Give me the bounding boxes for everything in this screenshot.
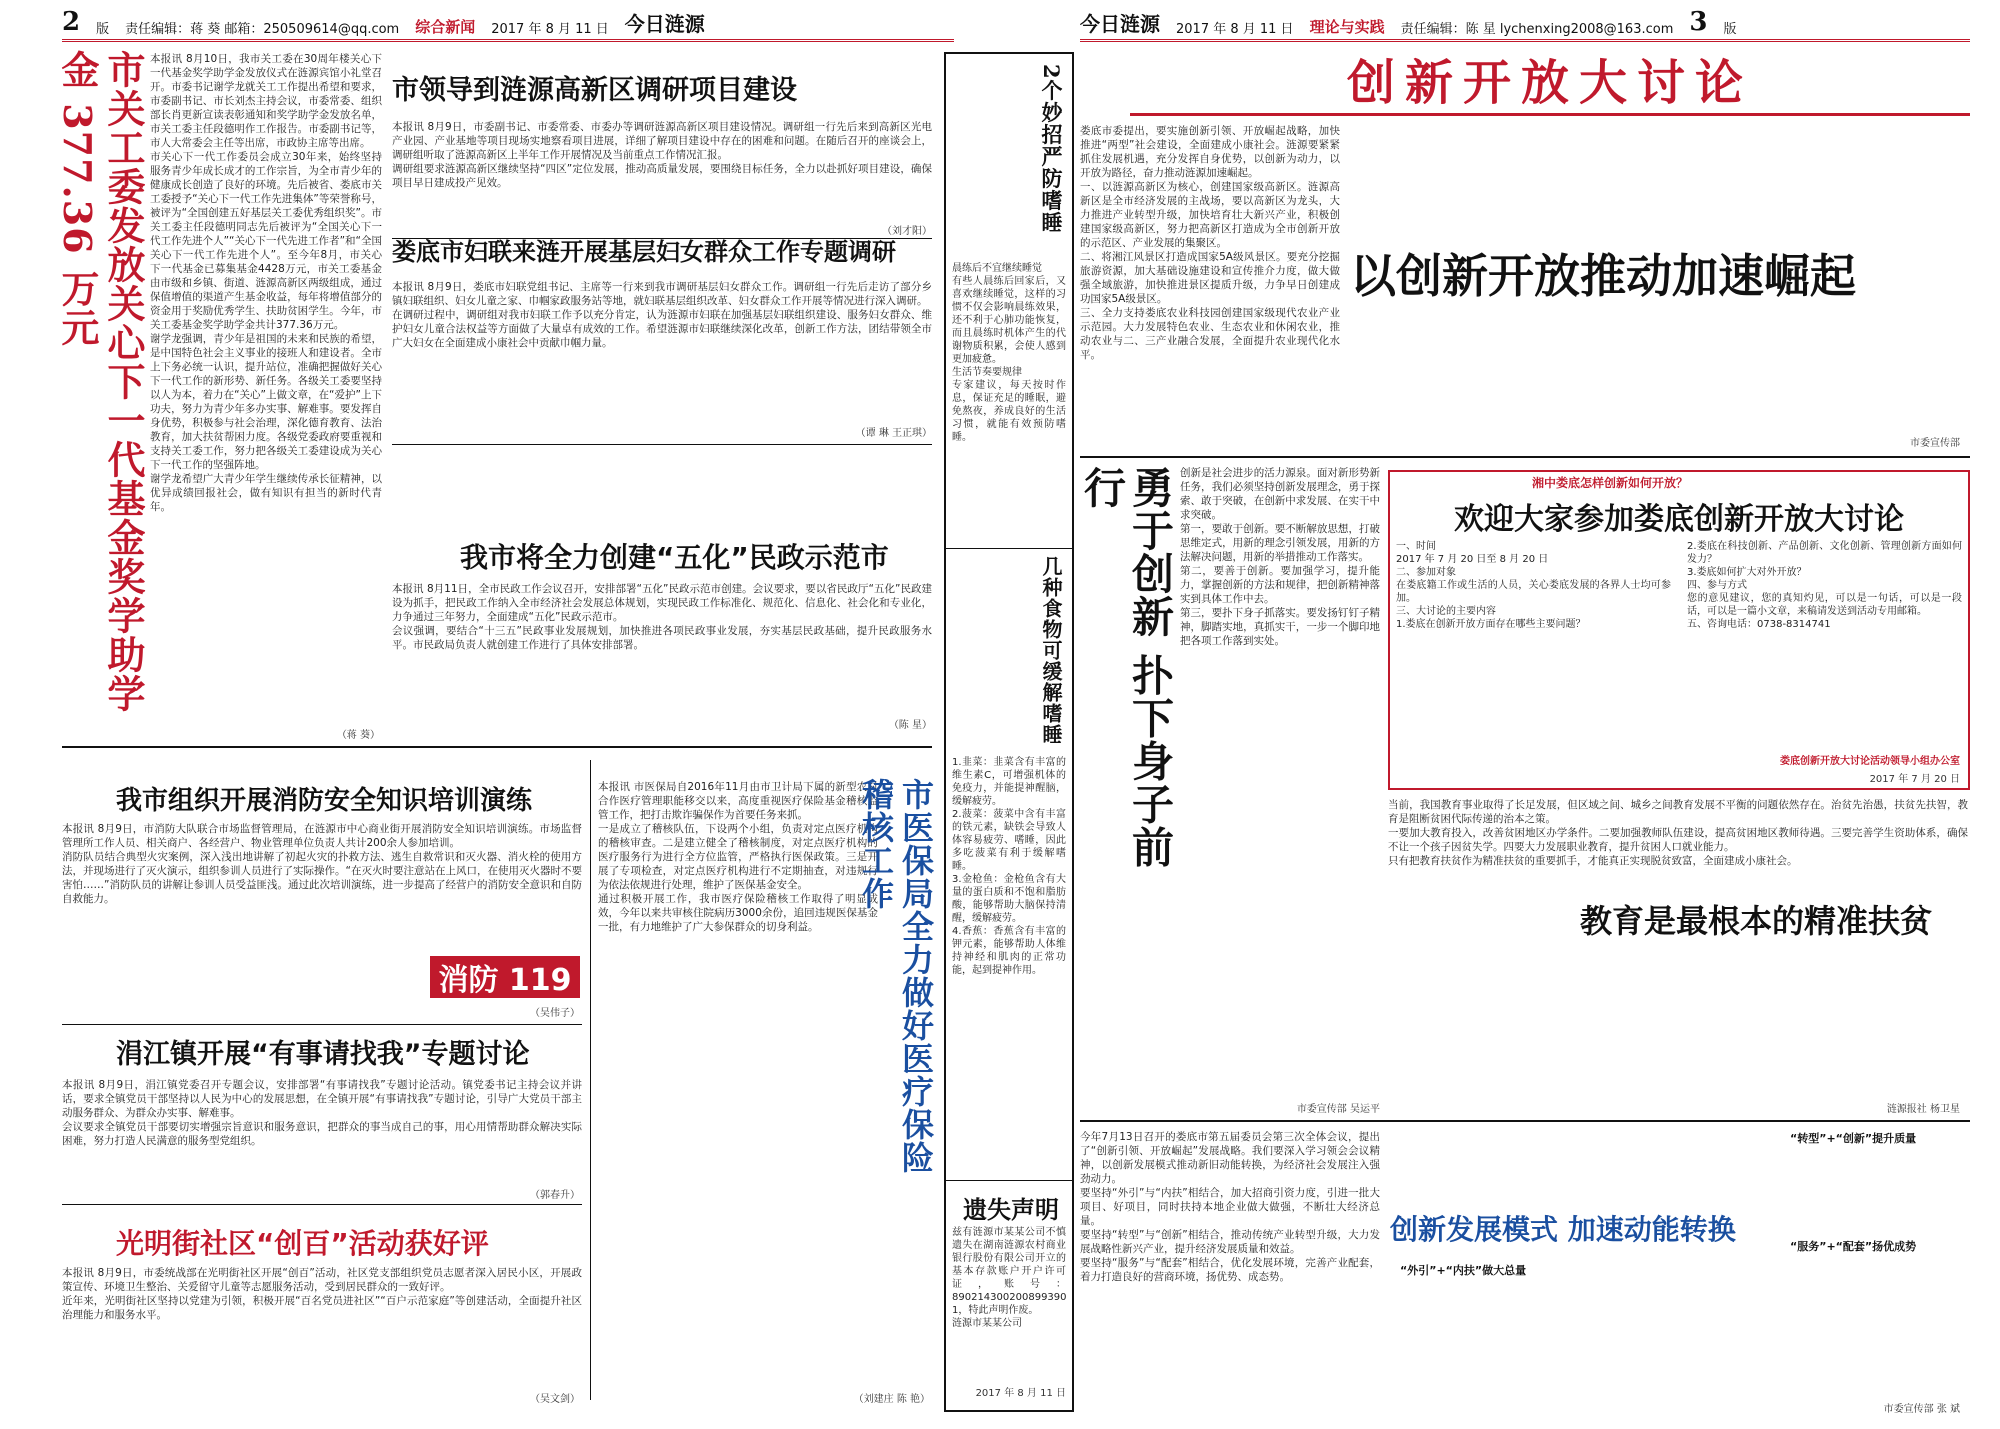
article-byline: （吴文剑） bbox=[530, 1394, 580, 1405]
tips-body: 1.韭菜：韭菜含有丰富的维生素C，可增强机体的免疫力，并能提神醒脑，缓解疲劳。 2.菠菜：菠菜中含有丰富的铁元素，缺铁会导致人体容易疲劳、嗜睡，因此多吃菠菜有利于缓解嗜睡。 3.金枪鱼：金枪鱼含有大量的蛋白质和不饱和脂肪酸，能够帮助大脑保持清醒，缓解疲劳。 4.香蕉：香蕉含有丰富的钾元素，能够帮助人体维持神经和肌肉的正常功能，起到提神作用。 bbox=[952, 757, 1066, 976]
article-headline: 教育是最根本的精准扶贫 bbox=[1580, 902, 1933, 940]
article-byline: （陈 星） bbox=[888, 720, 932, 731]
article-headline: 市领导到涟源高新区调研项目建设 bbox=[392, 75, 797, 106]
article-byline: 市委宣传部 吴运平 bbox=[1296, 1104, 1380, 1115]
section-name: 理论与实践 bbox=[1309, 18, 1385, 36]
divider bbox=[392, 444, 932, 445]
divider bbox=[1080, 456, 1970, 458]
issue-date: 2017 年 8 月 11 日 bbox=[491, 22, 609, 37]
article-body: 本报讯 8月11日，全市民政工作会议召开，安排部署“五化”民政示范市创建。会议要求，要以省民政厅“五化”民政建设为抓手，把民政工作纳入全市经济社会发展总体规划，实现民政工作标准化、规范化、信息化、社会化和专业化，力争通过三年努力，全面建成“五化”民政示范市。 会议强调，要结合“十三五”民政事业发展规划，加快推进各项民政事业发展，夯实基层民政基础，提升民政服务水平。市民政局负责人就创建工作进行了具体安排部署。 bbox=[392, 583, 932, 651]
tips-headline: 几种食物可缓解嗜睡 bbox=[1039, 556, 1063, 745]
divider bbox=[62, 746, 932, 748]
section-kicker: “服务”+“配套”扬优成势 bbox=[1790, 1240, 1917, 1253]
article-headline: 以创新开放推动加速崛起 bbox=[1350, 249, 1856, 303]
box-body: 一、时间 2017 年 7 月 20 日至 8 月 20 日 二、参加对象 在娄底籍工作或生活的人员，关心娄底发展的各界人士均可参加。 三、大讨论的主要内容 1.娄底在创新开放方面存在哪些主要问题？ 2.娄底在科技创新、产品创新、文化创新、管理创新方面如何发力？ 3.娄底如何扩大对外开放？ 四、参与方式 您的意见建议，您的真知灼见，可以是一句话，可以是一段话，可以是一篇小文章，来稿请发送到活动专用邮箱。 五、咨询电话：0738-8314741 bbox=[1396, 541, 1962, 630]
article-headline: 创新发展模式 加速动能转换 bbox=[1390, 1213, 1736, 1246]
article-headline: 市关工委发放关心下一代基金奖学助学金 377.36 万元 bbox=[55, 50, 146, 713]
box-date: 2017 年 7 月 20 日 bbox=[1869, 774, 1960, 785]
article-body: 娄底市委提出，要实施创新引领、开放崛起战略，加快推进“两型”社会建设，全面建成小康社会。涟源要紧紧抓住发展机遇，充分发挥自身优势，以创新为动力，以开放为路径，奋力推动涟源加速崛起。 一、以涟源高新区为核心，创建国家级高新区。涟源高新区是全市经济发展的主战场，要以高新区为龙头，大力推进产业转型升级，加快培育壮大新兴产业，积极创建国家级高新区，努力把高新区打造成为全市创新开放的示范区、产业发展的集聚区。 二、将湘江风景区打造成国家5A级风景区。要充分挖掘旅游资源，加大基础设施建设和宣传推介力度，做大做强全域旅游，加快推进景区提质升级，力争早日创建成功国家5A级景区。 三、全力支持娄底农业科技园创建国家级现代农业产业示范园。大力发展特色农业、生态农业和休闲农业，推动农业与二、三产业融合发展，全面提升农业现代化水平。 bbox=[1080, 125, 1340, 361]
article-headline: 市医保局全力做好医疗保险稽核工作 bbox=[857, 778, 935, 1174]
section-kicker: “外引”+“内扶”做大总量 bbox=[1400, 1264, 1527, 1277]
article-headline: 勇于创新 扑下身子前行 bbox=[1078, 466, 1175, 869]
article-byline: 涟源报社 杨卫星 bbox=[1886, 1104, 1960, 1115]
article-body: 创新是社会进步的活力源泉。面对新形势新任务，我们必须坚持创新发展理念，勇于探索、敢于突破，在创新中求发展、在实干中求突破。 第一，要敢于创新。要不断解放思想，打破思维定式，用新的理念引领发展，用新的方法解决问题，用新的举措推动工作落实。 第二，要善于创新。要加强学习，提升能力，掌握创新的方法和规律，把创新精神落实到具体工作中去。 第三，要扑下身子抓落实。要发扬钉钉子精神，脚踏实地，真抓实干，一步一个脚印地把各项工作落到实处。 bbox=[1180, 467, 1380, 647]
editor-info: 责任编辑：陈 星 lychenxing2008@163.com bbox=[1400, 22, 1674, 37]
article-headline: 涓江镇开展“有事请找我”专题讨论 bbox=[116, 1039, 530, 1070]
section-kicker: “转型”+“创新”提升质量 bbox=[1790, 1132, 1917, 1145]
section-name: 综合新闻 bbox=[415, 18, 476, 36]
right-page-header bbox=[1080, 7, 1970, 42]
article-byline: （谭 琳 王正琪） bbox=[855, 428, 932, 439]
article-headline: 我市将全力创建“五化”民政示范市 bbox=[460, 541, 889, 574]
article-headline: 光明街社区“创百”活动获好评 bbox=[116, 1227, 489, 1260]
divider bbox=[946, 1180, 1072, 1181]
article-body: 今年7月13日召开的娄底市第五届委员会第三次全体会议，提出了“创新引领、开放崛起”发展战略。我们要深入学习领会会议精神，以创新发展模式推动新旧动能转换，为经济社会发展注入强劲动力。 要坚持“外引”与“内扶”相结合，加大招商引资力度，引进一批大项目、好项目，同时扶持本地企业做大做强，不断壮大经济总量。 要坚持“转型”与“创新”相结合，推动传统产业转型升级，大力发展战略性新兴产业，提升经济发展质量和效益。 要坚持“服务”与“配套”相结合，优化发展环境，完善产业配套，着力打造良好的营商环境，扬优势、成态势。 bbox=[1080, 1131, 1380, 1283]
article-byline: 市委宣传部 bbox=[1910, 438, 1960, 449]
article-body: 本报讯 8月9日，娄底市妇联党组书记、主席等一行来到我市调研基层妇女群众工作。调研组一行先后走访了部分乡镇妇联组织、妇女儿童之家、巾帼家政服务站等地，就妇联基层组织改革、妇女群众工作开展等情况进行深入调研。 在调研过程中，调研组对我市妇联工作予以充分肯定，认为涟源市妇联在加强基层妇联组织建设、服务妇女群众、维护妇女儿童合法权益等方面做了大量卓有成效的工作。希望涟源市妇联继续深化改革，创新工作方法，团结带领全市广大妇女在全面建成小康社会中贡献巾帼力量。 bbox=[392, 281, 932, 349]
page-number: 2 bbox=[62, 7, 81, 37]
article-body: 当前，我国教育事业取得了长足发展，但区域之间、城乡之间教育发展不平衡的问题依然存在。治贫先治愚，扶贫先扶智，教育是阻断贫困代际传递的治本之策。 一要加大教育投入，改善贫困地区办学条件。二要加强教师队伍建设，提高贫困地区教师待遇。三要完善学生资助体系，确保不让一个孩子因贫失学。四要大力发展职业教育，提升贫困人口就业能力。 只有把教育扶贫作为精准扶贫的重要抓手，才能真正实现脱贫致富，全面建成小康社会。 bbox=[1388, 799, 1968, 867]
article-byline: （蒋 葵） bbox=[336, 730, 380, 741]
article-byline: （郭春升） bbox=[530, 1190, 580, 1201]
divider bbox=[590, 760, 591, 1400]
divider bbox=[946, 548, 1072, 549]
notice-headline: 遗失声明 bbox=[963, 1196, 1059, 1224]
paper-logo: 今日涟源 bbox=[624, 12, 705, 36]
divider bbox=[62, 1204, 582, 1205]
box-kicker: 湘中娄底怎样创新如何开放？ bbox=[1531, 476, 1688, 490]
article-body: 本报讯 8月9日，市委统战部在光明街社区开展“创百”活动，社区党支部组织党员志愿者深入居民小区，开展政策宣传、环境卫生整治、关爱留守儿童等志愿服务活动，受到居民群众的一致好评。 近年来，光明街社区坚持以党建为引领，积极开展“百名党员进社区”“百户示范家庭”等创建活动，全面提升社区治理能力和服务水平。 bbox=[62, 1267, 582, 1321]
divider bbox=[1080, 1120, 1970, 1122]
article-body: 本报讯 市医保局自2016年11月由市卫计局下属的新型农村合作医疗管理职能移交以来，高度重视医疗保险基金稽核监管工作，把打击欺诈骗保作为首要任务来抓。 一是成立了稽核队伍，下设两个小组，负责对定点医疗机构的稽核审查。二是建立健全了稽核制度，对定点医疗机构的医疗服务行为进行全方位监管，严格执行医保政策。三是开展了专项检查，对定点医疗机构进行不定期抽查，对违规行为依法依规进行处理，维护了医保基金安全。 通过积极开展工作，我市医疗保险稽核工作取得了明显成效，今年以来共审核住院病历3000余份，追回违规医保基金一批，有力地维护了广大参保群众的切身利益。 bbox=[598, 781, 878, 933]
tips-headline: 2个妙招严防嗜睡 bbox=[1039, 64, 1064, 234]
issue-date: 2017 年 8 月 11 日 bbox=[1176, 22, 1294, 37]
article-byline: 市委宣传部 张 斌 bbox=[1883, 1404, 1960, 1415]
article-byline: （刘建庄 陈 艳） bbox=[853, 1394, 930, 1405]
page-ban: 版 bbox=[1723, 22, 1737, 37]
notice-body: 兹有涟源市某某公司不慎遗失在湖南涟源农村商业银行股份有限公司开立的基本存款账户开户许可证，账号：890214300200899390 1，特此声明作废。 涟源市某某公司 bbox=[952, 1227, 1067, 1329]
banner-title: 创新开放大讨论 bbox=[1130, 52, 1970, 116]
tips-body: 晨练后不宜继续睡觉 有些人晨练后回家后，又喜欢继续睡觉，这样的习惯不仅会影响晨练效果，还不利于心肺功能恢复，而且晨练时机体产生的代谢物质积累，会使人感到更加疲惫。 生活节奏要规律 专家建议，每天按时作息，保证充足的睡眠，避免熬夜，养成良好的生活习惯，就能有效预防嗜睡。 bbox=[952, 263, 1066, 443]
article-body: 本报讯 8月10日，我市关工委在30周年楼关心下一代基金奖学助学金发放仪式在涟源宾馆小礼堂召开。市委书记谢学龙就关工工作提出希望和要求，市委副书记、市长刘杰主持会议，市委常委、组织部长肖更新宣读表彰通知和奖学助学金发放名单，市关工委主任段德明作工作报告。市委副书记等，市人大常委会主任等出席，市政协主席等出席。 市关心下一代工作委员会成立30年来，始终坚持服务青少年成长成才的工作宗旨，为全市青少年的健康成长创造了良好的环境。先后被省、娄底市关工委授予“关心下一代工作先进集体”等荣誉称号，被评为“全国创建五好基层关工委优秀组织奖”。市关工委主任段德明同志先后被评为“全国关心下一代工作先进个人”“关心下一代先进工作者”和“全国关心下一代工作先进个人”。至今年8月，市关心下一代基金已募集基金4428万元，市关工委基金由市级和乡镇、街道、涟源高新区两级组成，通过保值增值的渠道产生基金收益，每年将增值部分的资金用于奖励优秀学生、扶助贫困学生。今年，市关工委基金奖学助学金共计377.36万元。 谢学龙强调，青少年是祖国的未来和民族的希望，是中国特色社会主义事业的接班人和建设者。全市上下务必统一认识，提升站位，准确把握做好关心下一代工作的新形势、新任务。各级关工委要坚持以人为本，着力在“关心”上做文章，在“爱护”上下功夫，努力为青少年多办实事、解难事。要发挥自身优势，积极参与社会治理，深化德育教育、法治教育，加大扶贫帮困力度。各级党委政府要重视和支持关工委工作，努力把各级关工委建设成为关心下一代工作的坚强阵地。 谢学龙希望广大青少年学生继续传承长征精神，以优异成绩回报社会，做有知识有担当的新时代青年。 bbox=[150, 53, 382, 513]
divider bbox=[62, 1024, 582, 1025]
paper-logo: 今日涟源 bbox=[1080, 12, 1160, 36]
fire-119-seal: 消防 119 bbox=[430, 956, 580, 998]
notice-date: 2017 年 8 月 11 日 bbox=[975, 1388, 1066, 1399]
page-ban: 版 bbox=[96, 22, 110, 37]
article-body: 本报讯 8月9日，涓江镇党委召开专题会议，安排部署“有事请找我”专题讨论活动。镇党委书记主持会议并讲话，要求全镇党员干部坚持以人民为中心的发展思想，在全镇开展“有事请找我”专题讨论，引导广大党员干部主动服务群众、为群众办实事、解难事。 会议要求全镇党员干部要切实增强宗旨意识和服务意识，把群众的事当成自己的事，用心用情帮助群众解决实际困难，努力打造人民满意的服务型党组织。 bbox=[62, 1079, 582, 1147]
article-byline: （刘才阳） bbox=[882, 226, 932, 237]
article-byline: （吴伟子） bbox=[530, 1008, 580, 1019]
box-headline: 欢迎大家参加娄底创新开放大讨论 bbox=[1454, 502, 1904, 537]
page-number: 3 bbox=[1689, 7, 1708, 37]
left-page-header bbox=[62, 7, 954, 42]
article-headline: 娄底市妇联来涟开展基层妇女群众工作专题调研 bbox=[392, 238, 896, 266]
article-body: 本报讯 8月9日，市消防大队联合市场监督管理局，在涟源市中心商业街开展消防安全知识培训演练。市场监督管理所工作人员、相关商户、各经营户、物业管理单位负责人共计200余人参加培训。 消防队员结合典型火灾案例，深入浅出地讲解了初起火灾的扑救方法、逃生自救常识和灭火器、消火栓的使用方法，并现场进行了灭火演示，组织参训人员进行了实际操作。“在灭火时要注意站在上风口，在使用灭火器时不要害怕……”消防队员的讲解让参训人员受益匪浅。通过此次培训演练，进一步提高了经营户的消防安全意识和自防自救能力。 bbox=[62, 823, 583, 905]
article-headline: 我市组织开展消防安全知识培训演练 bbox=[116, 786, 533, 816]
article-body: 本报讯 8月9日，市委副书记、市委常委、市委办等调研涟源高新区项目建设情况。调研组一行先后来到高新区光电产业园、产业基地等项目现场实地察看项目进展，详细了解项目建设中存在的困难和问题。在随后召开的座谈会上，调研组听取了涟源高新区上半年工作开展情况及当前重点工作情况汇报。 调研组要求涟源高新区继续坚持“四区”定位发展，推动高质量发展，要围绕目标任务，全力以赴抓好项目建设，确保项目早日建成投产见效。 bbox=[392, 121, 932, 189]
editor-info: 责任编辑：蒋 葵 邮箱：250509614@qq.com bbox=[125, 22, 400, 37]
box-signoff: 娄底创新开放大讨论活动领导小组办公室 bbox=[1780, 756, 1960, 767]
